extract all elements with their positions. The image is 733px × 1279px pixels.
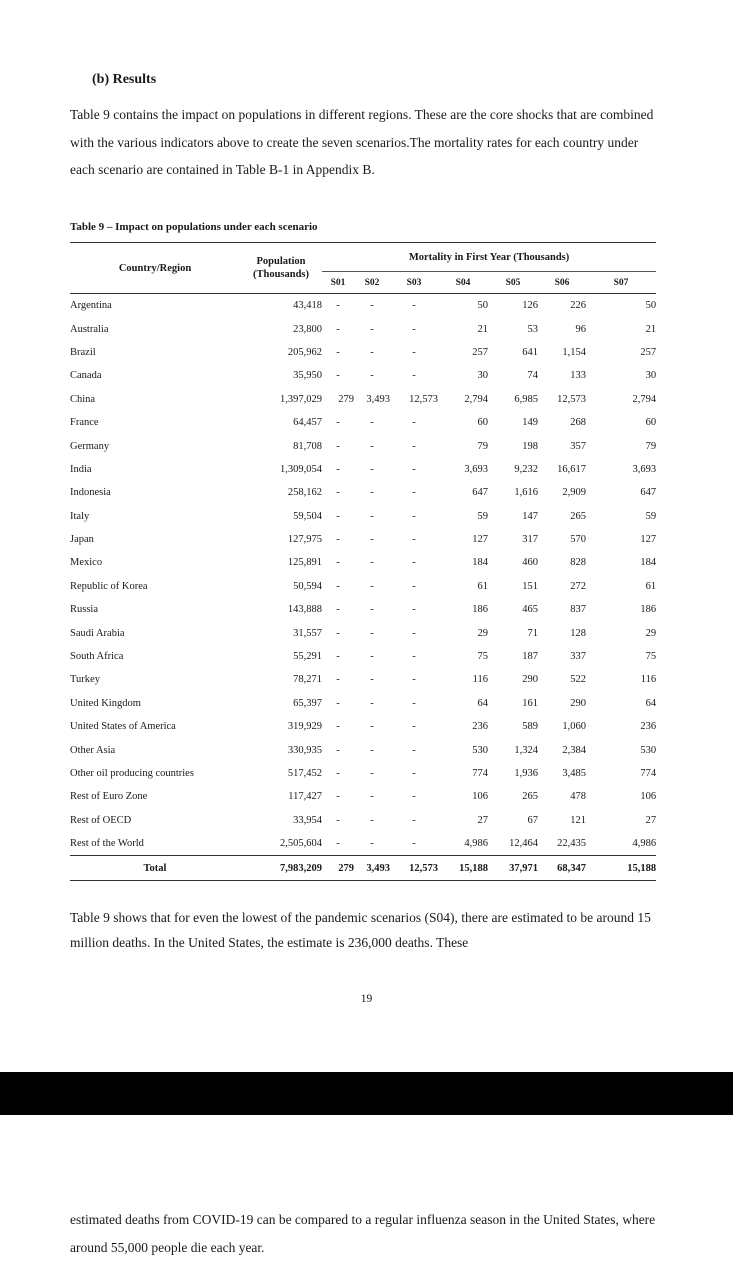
population-cell: 319,929 <box>287 721 322 733</box>
value-cell: - <box>370 534 374 546</box>
value-cell: 828 <box>570 557 586 569</box>
value-cell: - <box>412 814 416 826</box>
section-heading: (b) Results <box>92 72 157 87</box>
total-value: 68,347 <box>557 862 586 874</box>
value-cell: 530 <box>640 744 657 756</box>
country-cell: Rest of OECD <box>70 814 132 826</box>
value-cell: - <box>412 370 416 382</box>
value-cell: - <box>370 440 374 452</box>
value-cell: 59 <box>477 510 488 522</box>
value-cell: 29 <box>645 627 657 639</box>
value-cell: 647 <box>640 487 657 499</box>
table-row <box>70 668 656 691</box>
country-cell: Germany <box>70 440 110 452</box>
value-cell: - <box>412 697 416 709</box>
value-cell: - <box>336 370 340 382</box>
population-cell: 258,162 <box>287 487 322 499</box>
table-row <box>70 458 656 481</box>
population-cell: 33,954 <box>293 814 322 826</box>
value-cell: - <box>370 604 374 616</box>
value-cell: 64 <box>645 697 657 709</box>
population-cell: 31,557 <box>293 627 322 639</box>
value-cell: 4,986 <box>632 838 657 850</box>
col-header-population <box>240 243 322 294</box>
after-table-paragraph: Table 9 shows that for even the lowest of the pandemic scenarios (S04), there are estimated to be around 15 million deaths. In the United States, the estimate is 236,000 deaths. These <box>70 910 651 950</box>
value-cell: - <box>336 300 340 312</box>
country-cell: Australia <box>70 323 109 335</box>
value-cell: 187 <box>522 651 538 663</box>
country-cell: Russia <box>70 604 99 616</box>
page-break-bar <box>0 1072 733 1115</box>
value-cell: - <box>412 417 416 429</box>
value-cell: - <box>336 838 340 850</box>
population-cell: 65,397 <box>293 697 322 709</box>
value-cell: 1,060 <box>562 721 586 733</box>
value-cell: 121 <box>570 814 586 826</box>
value-cell: - <box>336 651 340 663</box>
value-cell: - <box>412 557 416 569</box>
country-cell: India <box>70 463 92 475</box>
value-cell: - <box>412 323 416 335</box>
value-cell: 647 <box>472 487 488 499</box>
value-cell: 265 <box>570 510 586 522</box>
population-cell: 55,291 <box>293 651 322 663</box>
value-cell: 837 <box>570 604 586 616</box>
value-cell: 147 <box>522 510 538 522</box>
value-cell: - <box>336 557 340 569</box>
population-cell: 117,427 <box>288 791 322 803</box>
value-cell: 71 <box>527 627 538 639</box>
total-row <box>70 856 656 880</box>
table-row <box>70 317 656 340</box>
value-cell: 530 <box>472 744 488 756</box>
value-cell: 29 <box>477 627 488 639</box>
value-cell: - <box>336 510 340 522</box>
table-row <box>70 715 656 738</box>
value-cell: 60 <box>477 417 488 429</box>
scenario-header: S02 <box>364 277 380 288</box>
table-row <box>70 481 656 504</box>
country-cell: Italy <box>70 510 90 522</box>
total-value: 12,573 <box>409 862 438 874</box>
country-cell: Mexico <box>70 557 103 569</box>
scenario-header: S05 <box>505 277 521 288</box>
value-cell: 186 <box>640 604 657 616</box>
value-cell: - <box>370 627 374 639</box>
scenario-header: S04 <box>455 277 471 288</box>
value-cell: 257 <box>472 346 488 358</box>
country-cell: Indonesia <box>70 487 111 499</box>
value-cell: 1,154 <box>562 346 586 358</box>
value-cell: 133 <box>570 370 586 382</box>
value-cell: 198 <box>522 440 538 452</box>
total-label: Total <box>143 862 167 874</box>
value-cell: - <box>336 580 340 592</box>
value-cell: 641 <box>522 346 538 358</box>
country-cell: United States of America <box>70 721 176 733</box>
total-value: 3,493 <box>366 862 390 874</box>
country-cell: United Kingdom <box>70 697 141 709</box>
table-row <box>70 645 656 668</box>
value-cell: 12,573 <box>557 393 586 405</box>
col-header-mortality: Mortality in First Year (Thousands) <box>322 243 656 272</box>
population-cell: 1,309,054 <box>280 463 322 475</box>
value-cell: - <box>370 580 374 592</box>
value-cell: 317 <box>522 534 538 546</box>
value-cell: 21 <box>645 323 657 335</box>
value-cell: 6,985 <box>514 393 538 405</box>
value-cell: 236 <box>640 721 657 733</box>
value-cell: 272 <box>570 580 586 592</box>
value-cell: - <box>370 814 374 826</box>
population-cell: 517,452 <box>287 768 322 779</box>
population-cell: 125,891 <box>287 557 322 569</box>
value-cell: - <box>336 417 340 429</box>
page-number: 19 <box>360 993 373 1005</box>
value-cell: - <box>370 674 374 686</box>
value-cell: 126 <box>522 300 538 312</box>
value-cell: 522 <box>570 674 586 686</box>
population-cell: 35,950 <box>293 370 322 382</box>
table-row <box>70 341 656 364</box>
value-cell: - <box>370 721 374 733</box>
country-cell: Rest of the World <box>70 838 144 850</box>
total-value: 15,188 <box>627 862 657 874</box>
intro-paragraph: Table 9 contains the impact on populations in different regions. These are the core shocks that are combined with the various indicators above to create the seven scenarios.The mortality rates for each country under each scenario are contained in Table B-1 in Appendix B. <box>70 107 654 177</box>
value-cell: - <box>370 510 374 522</box>
value-cell: 1,324 <box>514 744 538 756</box>
value-cell: 184 <box>472 557 488 569</box>
population-cell: 205,962 <box>287 346 322 358</box>
table-row <box>70 832 656 856</box>
country-cell: Japan <box>70 534 94 546</box>
table-row <box>70 692 656 715</box>
value-cell: - <box>336 534 340 546</box>
value-cell: 127 <box>472 534 488 546</box>
value-cell: 106 <box>640 791 657 803</box>
value-cell: 75 <box>477 651 488 663</box>
value-cell: 116 <box>472 674 488 686</box>
value-cell: 2,909 <box>562 487 586 499</box>
value-cell: 460 <box>522 557 538 569</box>
value-cell: - <box>412 744 416 756</box>
value-cell: - <box>412 838 416 850</box>
value-cell: - <box>370 323 374 335</box>
table-row <box>70 598 656 621</box>
table-row <box>70 809 656 832</box>
value-cell: 774 <box>472 768 488 779</box>
value-cell: 290 <box>570 697 586 709</box>
value-cell: 53 <box>527 323 538 335</box>
country-cell: Other oil producing countries <box>70 768 194 779</box>
value-cell: 16,617 <box>557 463 586 475</box>
population-cell: 59,504 <box>293 510 322 522</box>
value-cell: 50 <box>477 300 488 312</box>
value-cell: 22,435 <box>557 838 586 850</box>
value-cell: 3,693 <box>464 463 488 475</box>
table-row <box>70 575 656 598</box>
value-cell: 290 <box>522 674 538 686</box>
value-cell: 67 <box>527 814 538 826</box>
population-cell: 127,975 <box>287 534 322 546</box>
value-cell: - <box>336 721 340 733</box>
value-cell: 2,794 <box>464 393 488 405</box>
value-cell: - <box>336 627 340 639</box>
country-cell: South Africa <box>70 651 124 663</box>
value-cell: 30 <box>645 370 657 382</box>
value-cell: - <box>412 768 416 779</box>
value-cell: 184 <box>640 557 657 569</box>
table-row <box>70 785 656 808</box>
table-body <box>70 294 656 881</box>
value-cell: 161 <box>522 697 538 709</box>
value-cell: - <box>370 697 374 709</box>
value-cell: - <box>336 487 340 499</box>
total-value: 279 <box>338 862 354 874</box>
value-cell: 9,232 <box>514 463 538 475</box>
value-cell: - <box>336 744 340 756</box>
value-cell: - <box>412 721 416 733</box>
value-cell: - <box>370 744 374 756</box>
table-row <box>70 294 656 318</box>
value-cell: 12,464 <box>509 838 538 850</box>
population-cell: 43,418 <box>293 300 322 312</box>
value-cell: 61 <box>645 580 657 592</box>
country-cell: Rest of Euro Zone <box>70 791 148 803</box>
value-cell: - <box>412 580 416 592</box>
scenario-header: S01 <box>330 277 346 288</box>
value-cell: - <box>370 346 374 358</box>
value-cell: 60 <box>645 417 657 429</box>
value-cell: - <box>412 791 416 803</box>
value-cell: - <box>412 487 416 499</box>
table-row <box>70 388 656 411</box>
table-row <box>70 528 656 551</box>
country-cell: Turkey <box>70 674 100 686</box>
value-cell: 279 <box>338 393 354 405</box>
value-cell: - <box>336 697 340 709</box>
value-cell: - <box>412 300 416 312</box>
country-cell: Brazil <box>70 346 96 358</box>
value-cell: - <box>370 651 374 663</box>
value-cell: - <box>370 417 374 429</box>
scenario-header: S03 <box>406 277 422 288</box>
population-cell: 23,800 <box>293 323 322 335</box>
value-cell: - <box>370 463 374 475</box>
population-cell: 143,888 <box>287 604 322 616</box>
value-cell: - <box>370 557 374 569</box>
country-cell: Canada <box>70 370 102 382</box>
value-cell: 59 <box>645 510 657 522</box>
value-cell: - <box>370 370 374 382</box>
value-cell: 96 <box>575 323 586 335</box>
value-cell: - <box>370 838 374 850</box>
value-cell: - <box>336 814 340 826</box>
value-cell: 268 <box>570 417 586 429</box>
value-cell: - <box>412 463 416 475</box>
value-cell: 774 <box>640 768 657 779</box>
value-cell: 75 <box>645 651 657 663</box>
value-cell: - <box>336 768 340 779</box>
total-population: 7,983,209 <box>280 862 322 874</box>
value-cell: - <box>412 510 416 522</box>
scenario-header: S07 <box>613 277 629 288</box>
value-cell: 74 <box>527 370 538 382</box>
value-cell: - <box>336 323 340 335</box>
country-cell: Argentina <box>70 300 112 312</box>
value-cell: 337 <box>570 651 586 663</box>
value-cell: - <box>336 346 340 358</box>
value-cell: - <box>370 768 374 779</box>
value-cell: - <box>412 627 416 639</box>
value-cell: 116 <box>640 674 657 686</box>
col-header-population-line1: Population <box>256 256 306 267</box>
population-cell: 64,457 <box>293 417 322 429</box>
value-cell: 127 <box>640 534 657 546</box>
value-cell: - <box>412 440 416 452</box>
value-cell: 61 <box>477 580 488 592</box>
population-cell: 330,935 <box>287 744 322 756</box>
value-cell: 27 <box>477 814 488 826</box>
value-cell: 128 <box>570 627 586 639</box>
population-cell: 1,397,029 <box>280 393 322 405</box>
country-cell: Saudi Arabia <box>70 627 125 639</box>
country-cell: Other Asia <box>70 744 116 756</box>
value-cell: 236 <box>472 721 488 733</box>
country-cell: China <box>70 393 96 405</box>
country-cell: Republic of Korea <box>70 580 148 592</box>
total-value: 15,188 <box>459 862 488 874</box>
population-cell: 81,708 <box>293 440 322 452</box>
value-cell: - <box>336 440 340 452</box>
scenario-header: S06 <box>554 277 570 288</box>
table-caption: Table 9 – Impact on populations under each scenario <box>70 221 318 233</box>
table-row <box>70 738 656 761</box>
value-cell: 257 <box>640 346 657 358</box>
value-cell: - <box>336 604 340 616</box>
value-cell: 2,384 <box>562 744 586 756</box>
value-cell: 478 <box>570 791 586 803</box>
value-cell: 357 <box>570 440 586 452</box>
value-cell: 570 <box>570 534 586 546</box>
value-cell: 589 <box>522 721 538 733</box>
value-cell: - <box>412 534 416 546</box>
value-cell: 149 <box>522 417 538 429</box>
country-cell: France <box>70 417 99 429</box>
col-header-country: Country/Region <box>118 262 192 274</box>
value-cell: 21 <box>477 323 488 335</box>
value-cell: - <box>336 463 340 475</box>
value-cell: - <box>370 791 374 803</box>
table-header-row <box>70 243 656 272</box>
value-cell: 79 <box>477 440 488 452</box>
value-cell: 30 <box>477 370 488 382</box>
value-cell: - <box>412 674 416 686</box>
value-cell: 465 <box>522 604 538 616</box>
col-header-population-line2: (Thousands) <box>252 269 310 280</box>
value-cell: 79 <box>645 440 657 452</box>
value-cell: 50 <box>645 300 657 312</box>
value-cell: 2,794 <box>632 393 657 405</box>
population-cell: 2,505,604 <box>280 838 322 850</box>
value-cell: 186 <box>472 604 488 616</box>
table-row <box>70 551 656 574</box>
value-cell: 27 <box>645 814 657 826</box>
table-row <box>70 621 656 644</box>
value-cell: 3,485 <box>562 768 586 779</box>
table-row <box>70 411 656 434</box>
value-cell: 3,493 <box>366 393 390 405</box>
value-cell: 151 <box>522 580 538 592</box>
value-cell: 1,616 <box>514 487 538 499</box>
value-cell: - <box>412 604 416 616</box>
population-cell: 78,271 <box>293 674 322 686</box>
total-value: 37,971 <box>509 862 538 874</box>
table-row <box>70 434 656 457</box>
value-cell: - <box>336 791 340 803</box>
value-cell: 1,936 <box>514 768 538 779</box>
population-cell: 50,594 <box>293 580 322 592</box>
value-cell: 12,573 <box>409 393 438 405</box>
results-table <box>70 242 656 881</box>
value-cell: 3,693 <box>632 463 657 475</box>
value-cell: - <box>370 300 374 312</box>
value-cell: 106 <box>472 791 488 803</box>
value-cell: 4,986 <box>464 838 488 850</box>
table-row <box>70 364 656 387</box>
value-cell: - <box>370 487 374 499</box>
table-row <box>70 762 656 785</box>
value-cell: - <box>412 651 416 663</box>
table-row <box>70 505 656 528</box>
value-cell: 226 <box>570 300 586 312</box>
value-cell: - <box>336 674 340 686</box>
continued-paragraph: estimated deaths from COVID-19 can be compared to a regular influenza season in the United States, where around 55,000 people die each year. <box>70 1212 656 1255</box>
value-cell: - <box>412 346 416 358</box>
value-cell: 64 <box>477 697 488 709</box>
value-cell: 265 <box>522 791 538 803</box>
